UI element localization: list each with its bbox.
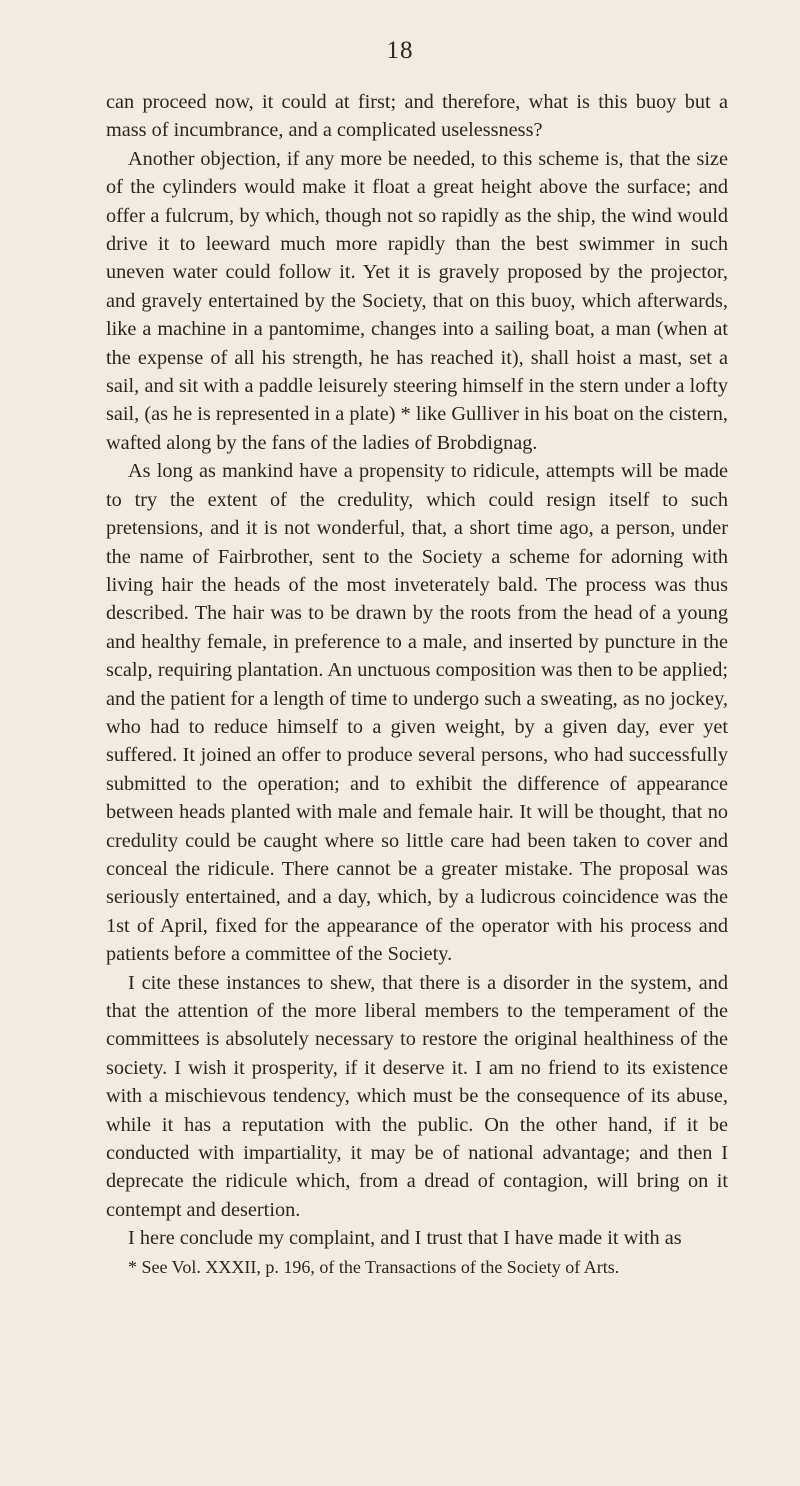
paragraph-continuation: can proceed now, it could at first; and therefore, what is this buoy but a mass of incumbrance, and a complicated uselessness? (106, 91, 728, 142)
paragraph-conclusion: I here conclude my complaint, and I trust that I have made it with as (128, 1227, 682, 1250)
paragraph-buoy-objection: Another objection, if any more be needed, to this scheme is, that the size of the cylinders would make it float a great height above the surface; and offer a fulcrum, by which, though not so rapidly as the ship, the wind would drive it to leeward much more rapidly than the best swimmer in such uneven water could follow it. Yet it is gravely proposed by the projector, and gravely entertained by the Society, that on this buoy, which afterwards, like a machine in a pantomime, changes into a sailing boat, a man (when at the expense of all his strength, he has reached it), shall hoist a mast, set a sail, and sit with a paddle leisurely steering himself in the stern under a lofty sail, (as he is represented in a plate) * like Gulliver in his boat on the cistern, wafted along by the fans of the ladies of Brobdignag. (106, 147, 728, 454)
body-text (106, 88, 728, 1253)
paragraph-society-disorder: I cite these instances to shew, that there is a disorder in the system, and that the attention of the more liberal members to the temperament of the committees is absolutely necessary to restore the original healthiness of the society. I wish it prosperity, if it deserve it. I am no friend to its existence with a mischievous tendency, which must be the consequence of its abuse, while it has a reputation with the public. On the other hand, if it be conducted with impartiality, it may be of national advantage; and then I deprecate the ridicule which, from a dread of contagion, will bring on it contempt and desertion. (106, 971, 728, 1221)
paragraph-fairbrother-scheme: As long as mankind have a propensity to ridicule, attempts will be made to try the extent of the credulity, which could resign itself to such pretensions, and it is not wonderful, that, a short time ago, a person, under the name of Fairbrother, sent to the Society a scheme for adorning with living hair the heads of the most inveterately bald. The process was thus described. The hair was to be drawn by the roots from the head of a young and healthy female, in preference to a male, and inserted by puncture in the scalp, requiring plantation. An unctuous composition was then to be applied; and the patient for a length of time to undergo such a sweating, as no jockey, who had to reduce himself to a given weight, by a given day, ever yet suffered. It joined an offer to produce several persons, who had successfully submitted to the operation; and to exhibit the difference of appearance between heads planted with male and female hair. It will be thought, that no credulity could be caught where so little care had been taken to cover and conceal the ridicule. There cannot be a greater mistake. The proposal was seriously entertained, and a day, which, by a ludicrous coincidence was the 1st of April, fixed for the appearance of the operator with his process and patients before a committee of the Society. (106, 460, 728, 966)
page-number: 18 (386, 37, 414, 64)
footnote: * See Vol. XXXII, p. 196, of the Transactions of the Society of Arts. (128, 1257, 620, 1277)
